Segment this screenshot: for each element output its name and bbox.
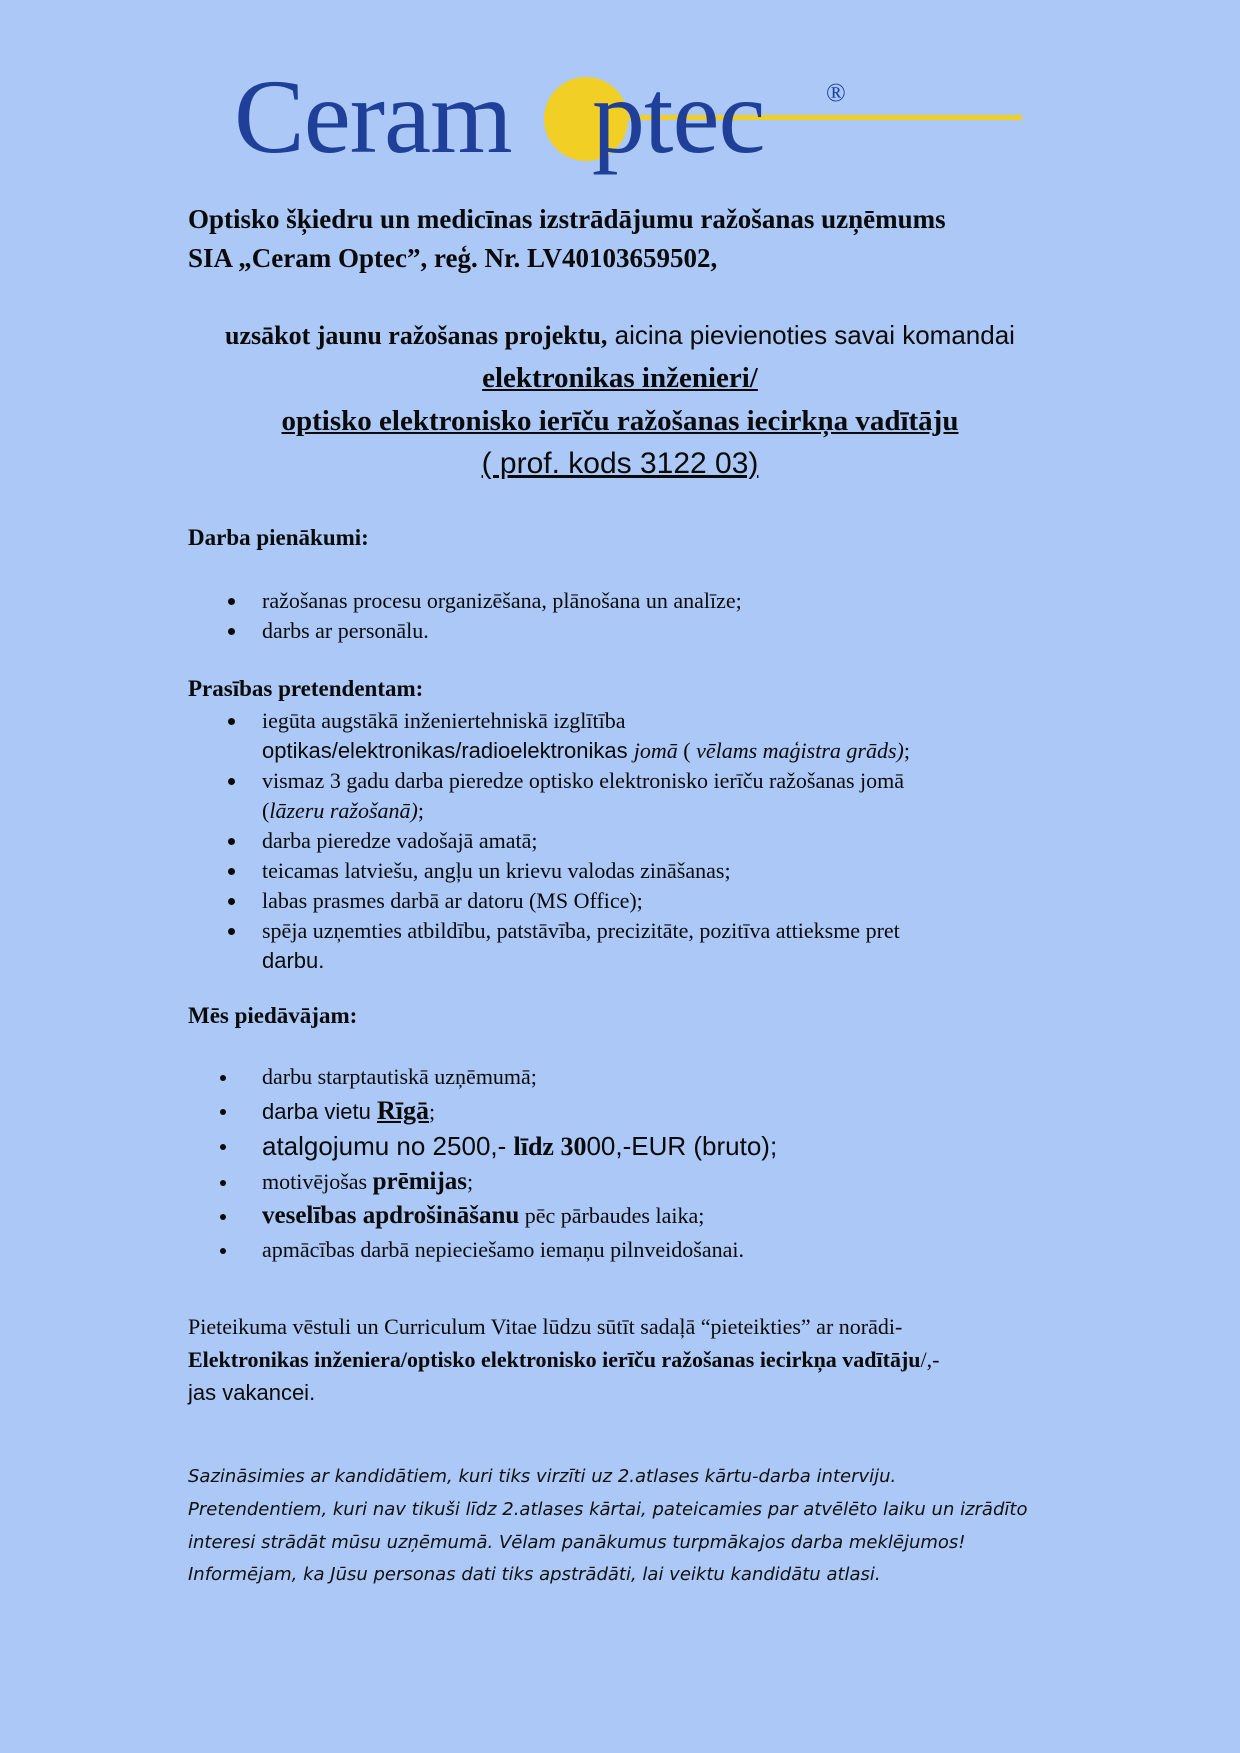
- req-1-line-1: iegūta augstākā inženiertehniskā izglītība: [262, 708, 626, 733]
- req-1-end: ;: [903, 738, 910, 763]
- list-item: [262, 1094, 777, 1129]
- req-6-line-1: spēja uzņemties atbildību, patstāvība, precizitāte, pozitīva attieksme pret: [262, 918, 900, 943]
- list-item: ražošanas procesu organizēšana, plānošana un analīze;: [262, 586, 742, 616]
- invite-line: [0, 321, 1240, 351]
- company-line-2: SIA „Ceram Optec”, reģ. Nr. LV40103659502,: [188, 243, 718, 273]
- list-item: darbu starptautiskā uzņēmumā;: [262, 1060, 777, 1094]
- closing-line-4: Informējam, ka Jūsu personas dati tiks apstrādāti, lai veiktu kandidātu atlasi.: [188, 1564, 881, 1585]
- list-item: darba pieredze vadošajā amatā;: [262, 826, 1022, 856]
- closing-line-2: Pretendentiem, kuri nav tikuši līdz 2.atlases kārtai, pateicamies par atvēlēto laiku un izrādīto: [188, 1499, 1028, 1520]
- logo-word-right: ptec: [592, 58, 765, 175]
- req-2-line-1: vismaz 3 gadu darba pieredze optisko elektronisko ierīču ražošanas jomā: [262, 768, 905, 793]
- invite-rest: aicina pievienoties savai komandai: [607, 320, 1015, 350]
- apply-line-3: jas vakancei.: [188, 1380, 316, 1405]
- list-item: [262, 706, 1022, 766]
- logo-word-left: Ceram: [234, 58, 512, 175]
- list-item: apmācības darbā nepieciešamo iemaņu pilnveidošanai.: [262, 1233, 777, 1267]
- apply-position-name: Elektronikas inženiera/optisko elektronisko ierīču ražošanas iecirkņa vadītāju: [188, 1347, 921, 1372]
- offer-3-text: atalgojumu no 2500,-: [262, 1131, 514, 1161]
- list-item: [262, 766, 1022, 826]
- req-6-line-2: darbu.: [262, 948, 325, 973]
- req-2-italic: lāzeru ražošanā): [269, 798, 418, 823]
- offers-heading: Mēs piedāvājam:: [188, 1003, 358, 1028]
- offer-3-bold: līdz 30: [513, 1132, 587, 1161]
- req-1-paren: (: [677, 738, 697, 763]
- offer-5-end: pēc pārbaudes laika;: [519, 1203, 705, 1228]
- list-item: labas prasmes darbā ar datoru (MS Office);: [262, 886, 1022, 916]
- offer-5-bold: veselības apdrošināšanu: [262, 1202, 520, 1229]
- list-item: [262, 1129, 777, 1165]
- offer-2-city: Rīgā: [376, 1096, 429, 1125]
- apply-line-1: Pieteikuma vēstuli un Curriculum Vitae lūdzu sūtīt sadaļā “pieteikties” ar norādi-: [188, 1314, 903, 1339]
- offer-2-text: darba vietu: [262, 1099, 377, 1124]
- offer-3-end: 00,-EUR (bruto);: [586, 1131, 778, 1161]
- offers-list: [262, 1060, 777, 1267]
- list-item: [262, 1199, 777, 1233]
- list-item: [262, 1165, 777, 1199]
- list-item: [262, 916, 1022, 976]
- req-2-paren: (: [262, 798, 270, 823]
- req-1-italic-1: jomā: [633, 738, 678, 763]
- offer-4-bold: prēmijas: [372, 1168, 468, 1195]
- requirements-heading: Prasības pretendentam:: [188, 676, 424, 701]
- apply-line-2: [188, 1347, 940, 1372]
- position-title-line-1: elektronikas inženieri/: [482, 362, 758, 394]
- company-line-1: Optisko šķiedru un medicīnas izstrādājumu ražošanas uzņēmums: [188, 204, 946, 234]
- invite-bold: uzsākot jaunu ražošanas projektu,: [225, 321, 608, 350]
- logo-registered-mark: ®: [826, 78, 846, 107]
- closing-line-1: Sazināsimies ar kandidātiem, kuri tiks virzīti uz 2.atlases kārtu-darba interviju.: [188, 1466, 897, 1487]
- list-item: darbs ar personālu.: [262, 616, 742, 646]
- requirements-list: [262, 706, 1022, 976]
- company-logo: [232, 52, 1022, 182]
- duties-heading: Darba pienākumi:: [188, 525, 369, 550]
- offer-2-end: ;: [428, 1099, 436, 1124]
- duties-list: [262, 586, 742, 646]
- list-item: teicamas latviešu, angļu un krievu valodas zināšanas;: [262, 856, 1022, 886]
- position-title-line-2: optisko elektronisko ierīču ražošanas iecirkņa vadītāju: [281, 405, 959, 437]
- prof-code: ( prof. kods 3122 03): [481, 447, 759, 480]
- req-1-line-2: optikas/elektronikas/radioelektronikas: [262, 738, 634, 763]
- offer-4-end: ;: [467, 1169, 474, 1194]
- req-1-italic-2: vēlams maģistra grāds): [696, 738, 904, 763]
- offer-4-text: motivējošas: [262, 1169, 373, 1194]
- closing-line-3: interesi strādāt mūsu uzņēmumā. Vēlam panākumus turpmākajos darba meklējumos!: [188, 1532, 966, 1553]
- req-2-end: ;: [417, 798, 424, 823]
- apply-line-2-end: /,-: [920, 1347, 940, 1372]
